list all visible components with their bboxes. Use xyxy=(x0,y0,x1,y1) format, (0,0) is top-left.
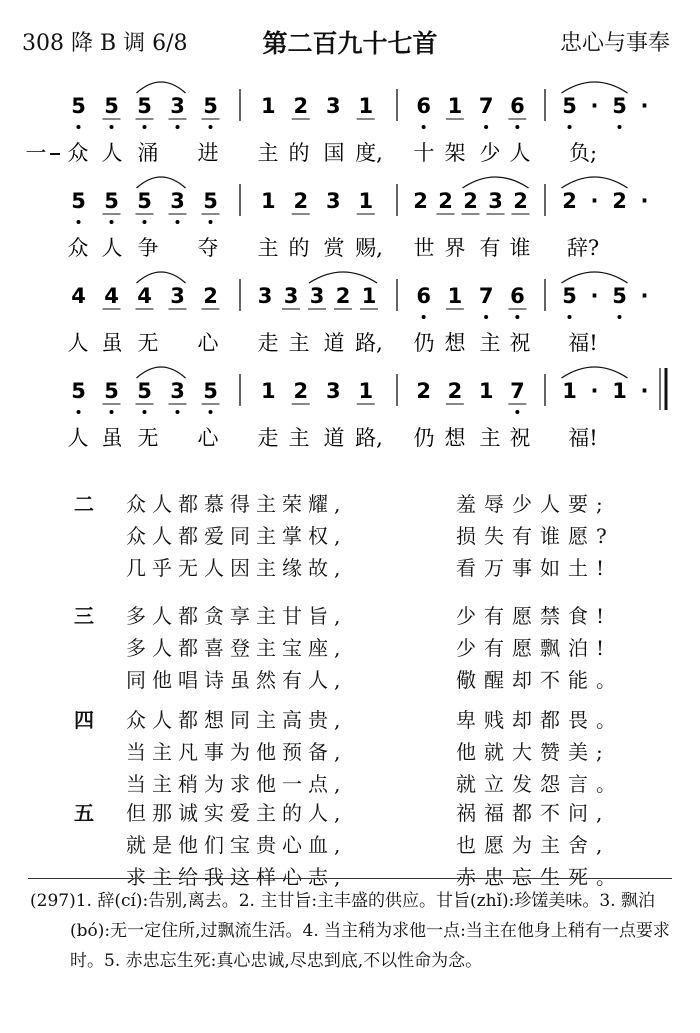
note: 5 xyxy=(137,379,152,403)
note: 3 xyxy=(488,189,503,213)
note: 1 xyxy=(260,94,276,118)
verse-line-second-half: 赤忠忘生死。 xyxy=(456,865,624,889)
note: 1 xyxy=(478,379,494,403)
low-octave-dot xyxy=(77,410,81,414)
note: 5 xyxy=(104,94,119,118)
note: · xyxy=(590,284,599,308)
low-octave-dot xyxy=(209,125,213,129)
slur xyxy=(562,272,628,283)
note: 1 xyxy=(260,379,276,403)
verse-number: 四 xyxy=(74,708,94,732)
lyric: 赏 xyxy=(323,236,345,260)
low-octave-dot xyxy=(110,220,114,224)
slur xyxy=(463,177,529,188)
note: 5 xyxy=(137,94,152,118)
slur xyxy=(137,177,186,188)
low-octave-dot xyxy=(422,315,426,319)
verse-line-second-half: 损失有谁愿? xyxy=(456,524,615,548)
lyric: 众 xyxy=(67,141,89,165)
slur xyxy=(562,367,628,378)
note: 1 xyxy=(260,189,276,213)
low-octave-dot xyxy=(568,315,572,319)
low-octave-dot xyxy=(143,220,147,224)
slur xyxy=(137,367,186,378)
lyric: 界 xyxy=(444,236,466,260)
note: 1 xyxy=(562,379,577,403)
note: 7 xyxy=(510,379,525,403)
note: 3 xyxy=(170,379,185,403)
low-octave-dot xyxy=(515,315,519,319)
note: 5 xyxy=(612,284,627,308)
slur xyxy=(137,272,186,283)
lyric: 主 xyxy=(257,141,279,165)
lyric: 心 xyxy=(197,331,219,355)
lyric: 的 xyxy=(288,141,310,165)
note: 2 xyxy=(513,189,528,213)
lyric: 世 xyxy=(413,236,435,260)
lyric: 人 xyxy=(101,141,123,165)
verse-line-second-half: 少有愿飘泊! xyxy=(456,636,613,660)
lyric: 路, xyxy=(355,331,383,355)
lyric: 主 xyxy=(288,426,310,450)
note: 2 xyxy=(203,284,218,308)
lyric: 夺 xyxy=(197,236,219,260)
note: · xyxy=(590,189,599,213)
low-octave-dot xyxy=(484,125,488,129)
note: 3 xyxy=(257,284,273,308)
note: · xyxy=(640,284,649,308)
verse-line-first-half: 众人都慕得主荣耀, xyxy=(126,492,347,516)
lyric: 负; xyxy=(568,141,598,165)
note: 5 xyxy=(137,189,152,213)
low-octave-dot xyxy=(77,125,81,129)
low-octave-dot xyxy=(515,125,519,129)
note: 4 xyxy=(137,284,152,308)
note: 1 xyxy=(447,284,463,308)
lyric: 想 xyxy=(444,331,466,355)
slur xyxy=(309,272,377,283)
lyric: 的 xyxy=(288,236,310,260)
verse-line-second-half: 祸福都不问, xyxy=(456,801,611,825)
note: 2 xyxy=(413,189,428,213)
note: · xyxy=(640,94,649,118)
note: 3 xyxy=(170,189,185,213)
note: 4 xyxy=(104,284,119,308)
verse-line-first-half: 但那诚实爱主的人, xyxy=(126,801,347,825)
lyric: 十 xyxy=(413,141,435,165)
note: 2 xyxy=(562,189,577,213)
verse-line-first-half: 求主给我这样心志, xyxy=(126,865,347,889)
lyric: 虽 xyxy=(101,426,123,450)
note: 1 xyxy=(361,284,377,308)
verse-number: 一 xyxy=(25,141,47,165)
verse-line-first-half: 当主凡事为他预备, xyxy=(126,740,347,764)
low-octave-dot xyxy=(515,410,519,414)
lyric: 争 xyxy=(137,236,159,260)
note: 1 xyxy=(358,379,374,403)
lyric: 无 xyxy=(137,331,159,355)
low-octave-dot xyxy=(568,125,572,129)
lyric: 祝 xyxy=(509,331,531,355)
note: 1 xyxy=(612,379,627,403)
lyric: 心 xyxy=(197,426,219,450)
footnote-divider xyxy=(28,878,672,879)
lyric: 虽 xyxy=(101,331,123,355)
note: 5 xyxy=(104,379,119,403)
note: 4 xyxy=(71,284,86,308)
note: 5 xyxy=(71,379,86,403)
low-octave-dot xyxy=(176,220,180,224)
lyric: 祝 xyxy=(509,426,531,450)
music-score xyxy=(0,0,700,470)
note: 5 xyxy=(612,94,627,118)
low-octave-dot xyxy=(618,125,622,129)
note: 6 xyxy=(510,284,525,308)
note: 5 xyxy=(203,189,218,213)
verse-line-first-half: 几乎无人因主缘故, xyxy=(126,556,347,580)
note: 7 xyxy=(478,284,494,308)
note: 7 xyxy=(478,94,494,118)
lyric: 人 xyxy=(67,331,89,355)
lyric: 仍 xyxy=(413,331,435,355)
lyric: 辞? xyxy=(566,236,600,260)
note: 6 xyxy=(510,94,525,118)
note: 2 xyxy=(293,379,309,403)
verse-line-first-half: 当主稍为求他一点, xyxy=(126,772,347,796)
verse-line-second-half: 少有愿禁食! xyxy=(456,604,613,628)
note: 2 xyxy=(447,379,463,403)
note: 5 xyxy=(71,189,86,213)
lyric: 度, xyxy=(355,141,383,165)
note: 2 xyxy=(463,189,478,213)
verse-line-first-half: 多人都喜登主宝座, xyxy=(126,636,347,660)
lyric: 众 xyxy=(67,236,89,260)
lyric: 主 xyxy=(257,236,279,260)
note: 2 xyxy=(416,379,431,403)
note: 2 xyxy=(293,189,309,213)
low-octave-dot xyxy=(143,410,147,414)
verse-line-first-half: 众人都爱同主掌权, xyxy=(126,524,347,548)
slur xyxy=(137,82,186,93)
low-octave-dot xyxy=(484,315,488,319)
lyric: 谁 xyxy=(509,236,531,260)
verse-line-first-half: 众人都想同主高贵, xyxy=(126,708,347,732)
note: 3 xyxy=(170,94,185,118)
lyric: 架 xyxy=(444,141,466,165)
note: · xyxy=(590,94,599,118)
lyric: 路, xyxy=(355,426,383,450)
note: 2 xyxy=(612,189,627,213)
lyric: 进 xyxy=(197,141,219,165)
note: 6 xyxy=(416,94,431,118)
note: 1 xyxy=(358,189,374,213)
lyric: 无 xyxy=(137,426,159,450)
note: · xyxy=(640,379,649,403)
slur xyxy=(562,177,628,188)
hymn-subtitle: 忠心与事奉 xyxy=(559,31,670,56)
note: 5 xyxy=(562,94,577,118)
low-octave-dot xyxy=(110,125,114,129)
verse-line-second-half: 他就大赞美; xyxy=(456,740,611,764)
note: · xyxy=(590,379,599,403)
lyric: 走 xyxy=(257,426,279,450)
lyric: 主 xyxy=(479,426,501,450)
lyric: 国 xyxy=(323,141,345,165)
note: 3 xyxy=(283,284,299,308)
low-octave-dot xyxy=(110,410,114,414)
low-octave-dot xyxy=(209,410,213,414)
low-octave-dot xyxy=(209,220,213,224)
low-octave-dot xyxy=(618,315,622,319)
verse-line-second-half: 儆醒却不能。 xyxy=(456,668,624,692)
note: 2 xyxy=(293,94,309,118)
low-octave-dot xyxy=(77,220,81,224)
lyric: 想 xyxy=(444,426,466,450)
low-octave-dot xyxy=(422,125,426,129)
verse-line-first-half: 就是他们宝贵心血, xyxy=(126,833,347,857)
verse-number: 五 xyxy=(74,801,94,825)
note: 3 xyxy=(325,379,341,403)
note: 1 xyxy=(358,94,374,118)
lyric: 福! xyxy=(568,426,598,450)
footnotes: (297)1. 辞(cí):告别,离去。2. 主甘旨:主丰盛的供应。甘旨(zhǐ):珍馐美味。3. 飘泊(bó):无一定住所,过飘流生活。4. 当主稍为求他一点:当主在他身上稍有一点要求时。5. 赤忠忘生死:真心忠诚,尽忠到底,不以性命为念。 xyxy=(30,891,670,971)
lyric: 人 xyxy=(101,236,123,260)
verse-line-second-half: 也愿为主舍, xyxy=(456,833,611,857)
note: 3 xyxy=(309,284,325,308)
low-octave-dot xyxy=(143,125,147,129)
note: 6 xyxy=(416,284,431,308)
verse-line-first-half: 多人都贪享主甘旨, xyxy=(126,604,347,628)
slur xyxy=(562,82,628,93)
note: 3 xyxy=(325,94,341,118)
lyric: 道 xyxy=(323,331,345,355)
lyric: 涌 xyxy=(137,141,159,165)
note: 3 xyxy=(170,284,185,308)
low-octave-dot xyxy=(176,125,180,129)
lyric: 人 xyxy=(509,141,531,165)
lyric: 仍 xyxy=(413,426,435,450)
verse-line-second-half: 就立发怨言。 xyxy=(456,772,624,796)
low-octave-dot xyxy=(176,410,180,414)
lyric: 主 xyxy=(288,331,310,355)
lyric: 少 xyxy=(479,141,501,165)
note: 5 xyxy=(203,379,218,403)
note: 5 xyxy=(71,94,86,118)
page-title: 第二百九十七首 xyxy=(262,29,438,58)
note: 5 xyxy=(203,94,218,118)
lyric: 走 xyxy=(257,331,279,355)
lyric: 福! xyxy=(568,331,598,355)
note: · xyxy=(640,189,649,213)
verse-line-second-half: 卑贱却都畏。 xyxy=(456,708,624,732)
note: 3 xyxy=(325,189,341,213)
note: 2 xyxy=(335,284,351,308)
note: 2 xyxy=(438,189,453,213)
verse-number: 二 xyxy=(74,492,94,516)
lyric: 赐, xyxy=(355,236,383,260)
lyric: 主 xyxy=(479,331,501,355)
hymn-info: 308 降 B 调 6/8 xyxy=(22,31,188,56)
verse-line-second-half: 羞辱少人要; xyxy=(456,492,611,516)
note: 5 xyxy=(104,189,119,213)
note: 5 xyxy=(562,284,577,308)
verse-line-second-half: 看万事如土! xyxy=(456,556,613,580)
lyric: 道 xyxy=(323,426,345,450)
verse-line-first-half: 同他唱诗虽然有人, xyxy=(126,668,347,692)
lyric: 人 xyxy=(67,426,89,450)
verse-number: 三 xyxy=(74,604,94,628)
note: 1 xyxy=(447,94,463,118)
lyric: 有 xyxy=(479,236,501,260)
